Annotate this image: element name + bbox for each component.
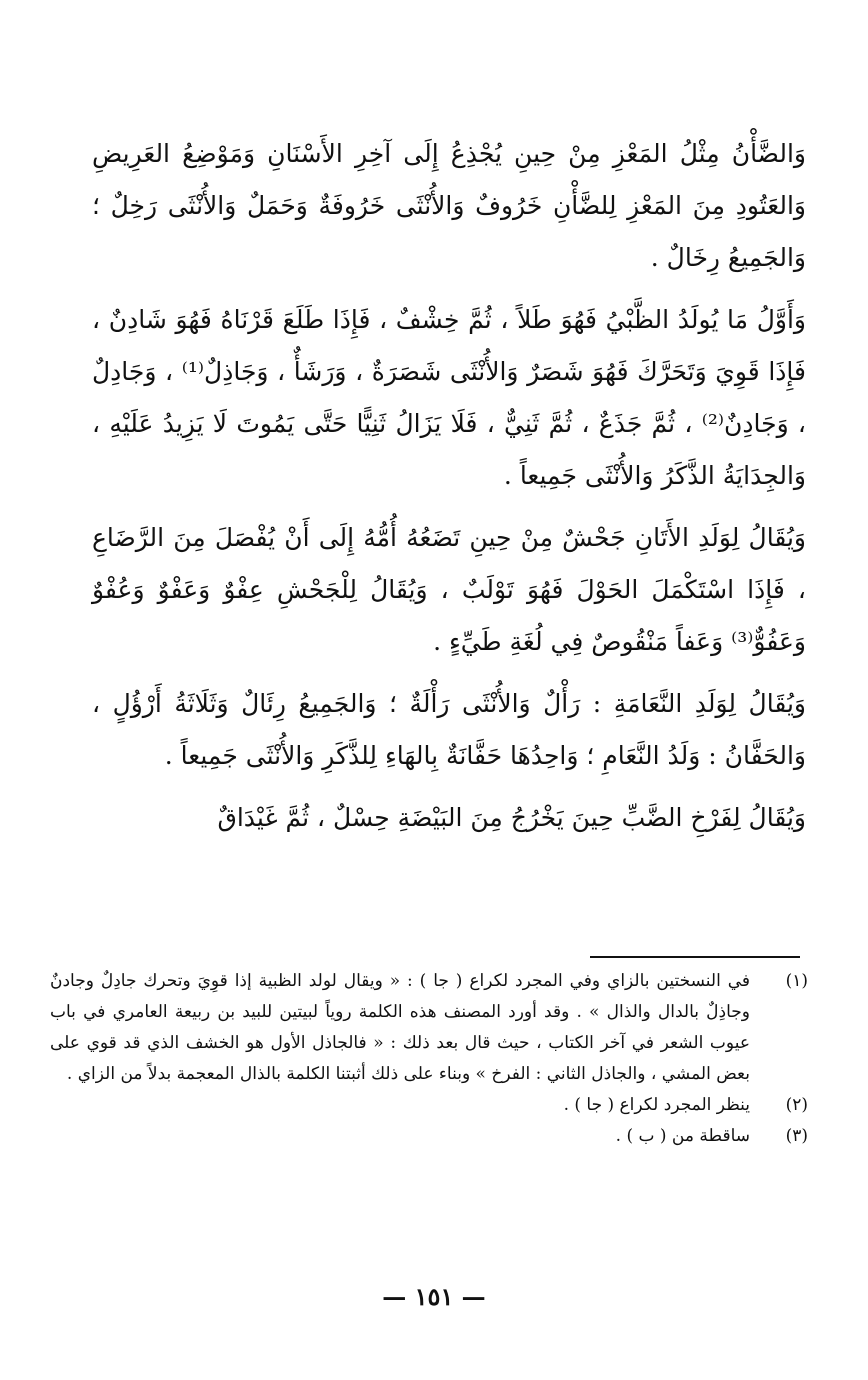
- page-number: — ١٥١ —: [382, 1282, 486, 1311]
- footnote-text: ينظر المجرد لكراع ( جا ) .: [563, 1095, 750, 1115]
- paragraph-gazelle: وَأَوَّلُ مَا يُولَدُ الظَّبْيُ فَهُوَ طَلاً ، ثُمَّ خِشْفٌ ، فَإِذَا طَلَعَ قَرْنَاهُ فَهُوَ شَادِنٌ ، فَإِذَا قَوِيَ وَتَحَرَّكَ فَهُوَ شَصَرٌ وَالأُنْثَى شَصَرَةٌ ، وَرَشَأٌ ، وَجَاذِلٌ⁽¹⁾ ، وَجَادِلٌ ، وَجَادِنٌ⁽²⁾ ، ثُمَّ جَذَعٌ ، ثُمَّ ثَنِيٌّ ، فَلَا يَزَالُ ثَنِيًّا حَتَّى يَمُوتَ لَا يَزِيدُ عَلَيْهِ ، وَالجِدَايَةُ الذَّكَرُ وَالأُنْثَى جَمِيعاً .: [92, 305, 806, 490]
- paragraph-sheep: وَالضَّأْنُ مِثْلُ المَعْزِ مِنْ حِينِ يُجْذِعُ إِلَى آخِرِ الأَسْنَانِ وَمَوْضِعُ العَرِيضِ وَالعَتُودِ مِنَ المَعْزِ لِلضَّأْنِ خَرُوفٌ وَالأُنْثَى خَرُوفَةٌ وَحَمَلٌ وَالأُنْثَى رَخِلٌ ؛ وَالجَمِيعُ رِخَالٌ .: [92, 139, 806, 272]
- paragraph-ostrich: وَيُقَالُ لِوَلَدِ النَّعَامَةِ : رَأْلٌ وَالأُنْثَى رَأْلَةٌ ؛ وَالجَمِيعُ رِئَالٌ وَثَلَاثَةُ أَرْؤُلٍ ، وَالحَفَّانُ : وَلَدُ النَّعَامِ ؛ وَاحِدُهَا حَفَّانَةٌ بِالهَاءِ لِلذَّكَرِ وَالأُنْثَى جَمِيعاً .: [92, 689, 806, 770]
- paragraph-donkey: وَيُقَالُ لِوَلَدِ الأَتَانِ جَحْشٌ مِنْ حِينِ تَضَعُهُ أُمُّهُ إِلَى أَنْ يُفْصَلَ مِنَ الرَّضَاعِ ، فَإِذَا اسْتَكْمَلَ الحَوْلَ فَهُوَ تَوْلَبٌ ، وَيُقَالُ لِلْجَحْشِ عِفْوٌ وَعَفْوٌ وَعُفْوٌ وَعَفُوٌّ⁽³⁾ وَعَفاً مَنْقُوصٌ فِي لُغَةِ طَيِّءٍ .: [92, 523, 806, 656]
- footnotes: [50, 966, 808, 1152]
- footnote-text: في النسختين بالزاي وفي المجرد لكراع ( جا ) : « ويقال لولد الظبية إذا قوِيَ وتحرك جادِلٌ وجادنٌ وجاذِلٌ بالدال والذال » . وقد أورد المصنف هذه الكلمة روياً لبيتين للبيد بن ربيعة العامري في باب عيوب الشعر في آخر الكتاب ، حيث قال بعد ذلك : « فالجاذل الأول هو الخشف الذي قد قوي على بعض المشي ، والجاذل الثاني : الفرخ » وبناء على ذلك أثبتنا الكلمة بالذال المعجمة بدلاً من الزاي .: [50, 971, 750, 1084]
- paragraph-lizard: وَيُقَالُ لِفَرْخِ الضَّبِّ حِينَ يَخْرُجُ مِنَ البَيْضَةِ حِسْلٌ ، ثُمَّ غَيْدَاقٌ: [217, 803, 806, 832]
- footnote-number: (٣): [785, 1126, 808, 1146]
- footnote-text: ساقطة من ( ب ) .: [615, 1126, 750, 1146]
- main-text: [92, 128, 806, 844]
- footnote-1: [50, 966, 808, 1090]
- footnote-divider: [590, 956, 800, 958]
- footnote-number: (٢): [785, 1095, 808, 1115]
- footnote-number: (١): [785, 971, 808, 991]
- footnote-2: [50, 1090, 808, 1121]
- footnote-3: [50, 1121, 808, 1152]
